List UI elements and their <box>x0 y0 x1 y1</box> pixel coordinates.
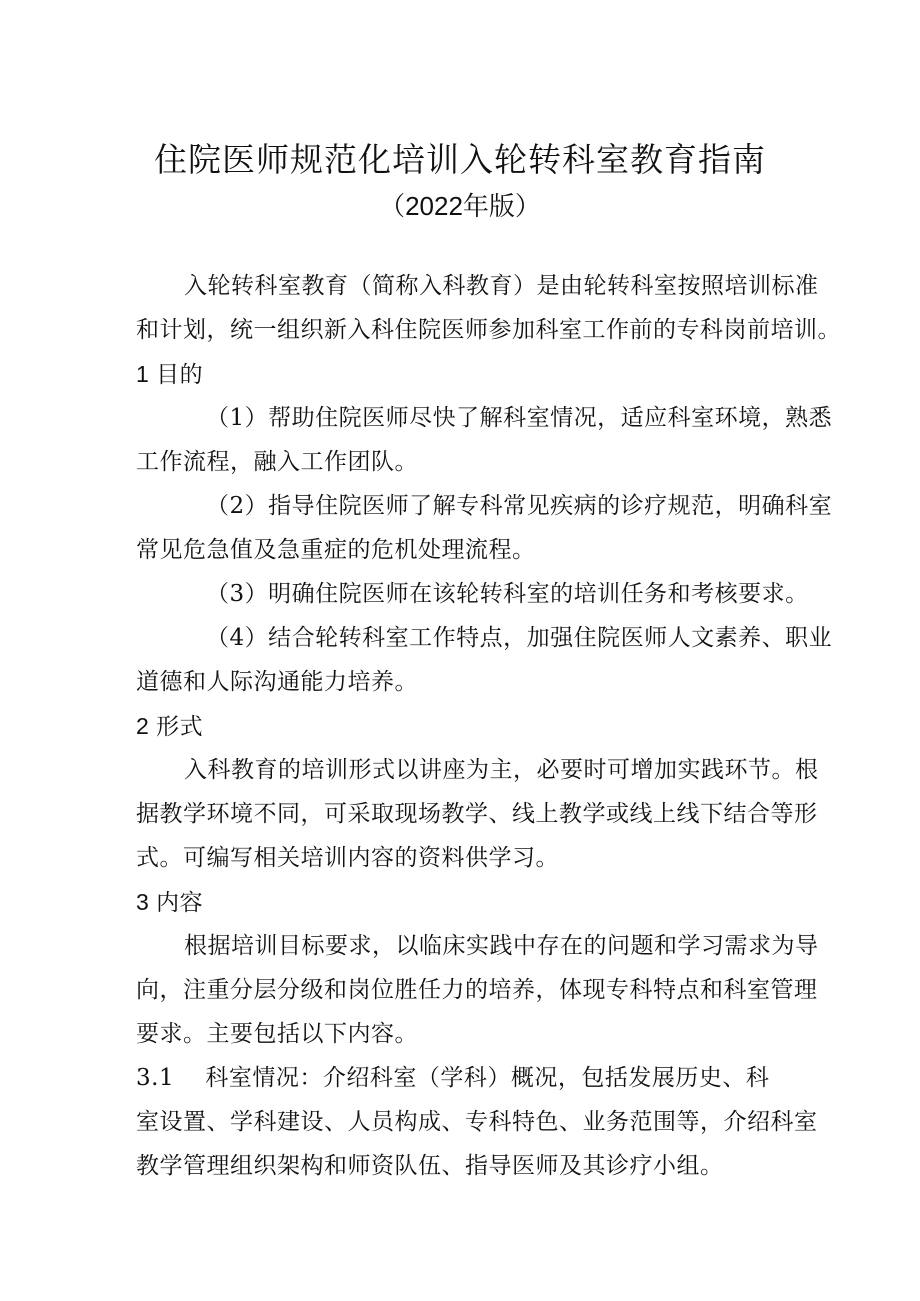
content-line-2: 向，注重分层分级和岗位胜任力的培养，体现专科特点和科室管理 <box>136 977 818 1003</box>
content-line-3: 要求。主要包括以下内容。 <box>136 1021 418 1047</box>
intro-line-1: 入轮转科室教育（简称入科教育）是由轮转科室按照培训标准 <box>184 273 819 299</box>
purpose-item-3: （3）明确住院医师在该轮转科室的培训任务和考核要求。 <box>206 581 809 607</box>
document-subtitle <box>0 188 920 225</box>
subtitle-year: 2022 <box>405 191 463 221</box>
subtitle-open-paren: （ <box>379 192 406 222</box>
section-heading-format: 2 形式 <box>136 713 204 739</box>
subsection-3-1-line-2: 室设置、学科建设、人员构成、专科特色、业务范围等，介绍科室 <box>136 1109 818 1135</box>
purpose-item-1-line-2: 工作流程，融入工作团队。 <box>136 449 418 475</box>
subsection-3-1-line-3: 教学管理组织架构和师资队伍、指导医师及其诊疗小组。 <box>136 1153 724 1179</box>
purpose-item-4-line-1: （4）结合轮转科室工作特点，加强住院医师人文素养、职业 <box>206 625 833 651</box>
purpose-item-2-line-2: 常见危急值及急重症的危机处理流程。 <box>136 537 536 563</box>
purpose-item-4-line-2: 道德和人际沟通能力培养。 <box>136 669 418 695</box>
document-title: 住院医师规范化培训入轮转科室教育指南 <box>154 140 766 179</box>
subsection-3-1-line-1: 3.1 科室情况：介绍科室（学科）概况，包括发展历史、科 <box>136 1065 770 1091</box>
content-line-1: 根据培训目标要求，以临床实践中存在的问题和学习需求为导 <box>184 933 819 959</box>
section-heading-content: 3 内容 <box>136 889 204 915</box>
format-line-2: 据教学环境不同，可采取现场教学、线上教学或线上线下结合等形 <box>136 801 818 827</box>
intro-line-2: 和计划，统一组织新入科住院医师参加科室工作前的专科岗前培训。 <box>136 317 841 343</box>
format-line-1: 入科教育的培训形式以讲座为主，必要时可增加实践环节。根 <box>184 757 819 783</box>
subtitle-edition: 年版） <box>462 192 541 222</box>
purpose-item-1-line-1: （1）帮助住院医师尽快了解科室情况，适应科室环境，熟悉 <box>206 405 833 431</box>
purpose-item-2-line-1: （2）指导住院医师了解专科常见疾病的诊疗规范，明确科室 <box>206 493 833 519</box>
section-heading-purpose: 1 目的 <box>136 361 204 387</box>
format-line-3: 式。可编写相关培训内容的资料供学习。 <box>136 845 559 871</box>
